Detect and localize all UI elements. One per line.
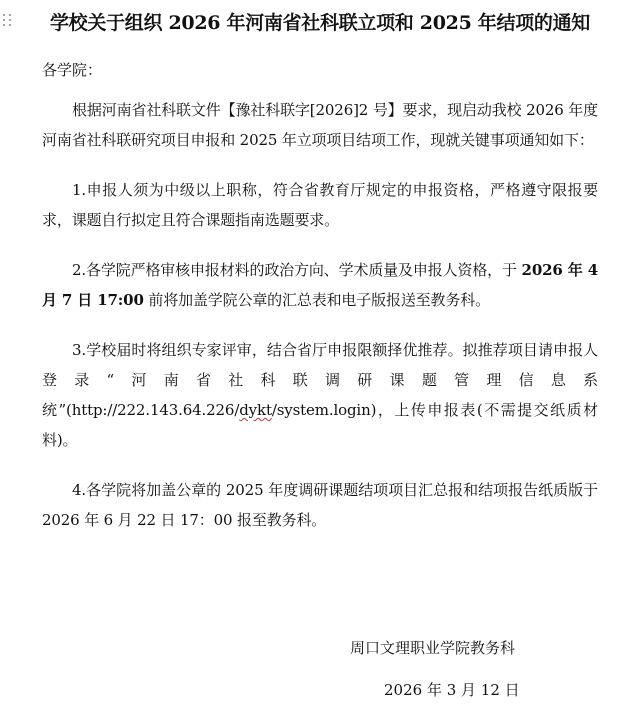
item-3-text-before: 3.学校届时将组织专家评审，结合省厅申报限额择优推荐。拟推荐项目请申报人登录“河南省社科联调研课题管理信息系统”(http://222.143.64.226/: [42, 341, 598, 419]
item-2-deadline: 2026 年 4 月 7 日 17:00: [42, 261, 598, 309]
item-2-text-after: 前将加盖学院公章的汇总表和电子版报送至教务科。: [143, 291, 490, 309]
intro-paragraph: 根据河南省社科联文件【豫社科联字[2026]2 号】要求，现启动我校 2026 年度河南省社科联研究项目申报和 2025 年立项项目结项工作，现就关键事项通知如下：: [42, 101, 598, 149]
drag-handle-icon[interactable]: [3, 14, 12, 26]
item-3-text-after: /system.login)，上传申报表(不需提交纸质材料)。: [42, 401, 598, 449]
item-3-paragraph: [42, 335, 598, 455]
item-2-text-before: 2.各学院严格审核申报材料的政治方向、学术质量及申报人资格，于: [72, 261, 522, 279]
item-3-url-flagged: dykt: [239, 401, 272, 419]
item-2-paragraph: [42, 255, 598, 315]
item-4-paragraph: 4.各学院将加盖公章的 2025 年度调研课题结项项目汇总报和结项报告纸质版于 2026 年 6 月 22 日 17：00 报至教务科。: [42, 481, 598, 529]
signer: 周口文理职业学院教务科: [350, 639, 516, 657]
salutation: 各学院：: [42, 61, 103, 79]
document-title: 学校关于组织 2026 年河南省社科联立项和 2025 年结项的通知: [49, 12, 591, 34]
issue-date: 2026 年 3 月 12 日: [384, 681, 520, 699]
document-body: [42, 0, 598, 535]
item-1-paragraph: 1.申报人须为中级以上职称，符合省教育厅规定的申报资格，严格遵守限报要求，课题自行拟定且符合课题指南选题要求。: [42, 181, 598, 229]
